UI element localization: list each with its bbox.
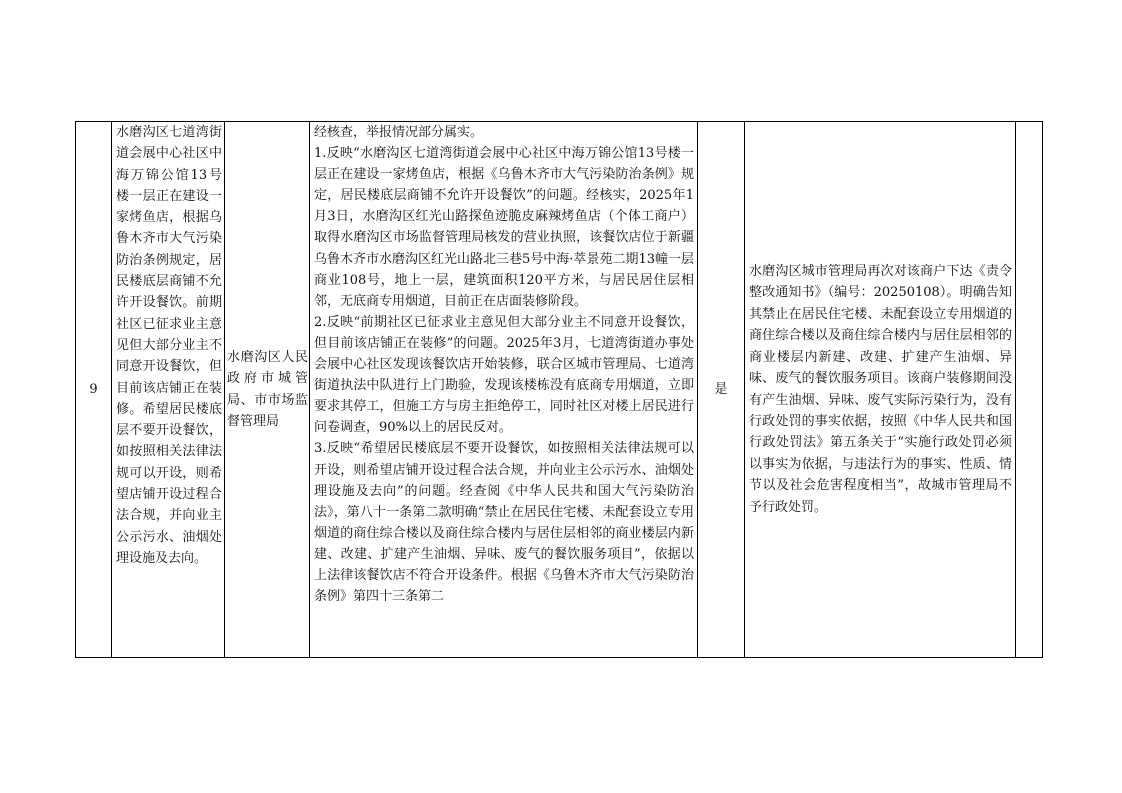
- unit-cell: [225, 122, 310, 658]
- measures-cell: [745, 122, 1016, 658]
- remarks-cell: [1016, 122, 1043, 658]
- investigation-result-text: 经核查，举报情况部分属实。 1.反映“水磨沟区七道湾街道会展中心社区中海万锦公馆13号楼一层正在建设一家烤鱼店，根据《乌鲁木齐市大气污染防治条例》规定，居民楼底层商铺不允许开设餐饮”的问题。经核实，2025年1月3日，水磨沟区红光山路探鱼迹脆皮麻辣烤鱼店（个体工商户）取得水磨沟区市场监督管理局核发的营业执照，该餐饮店位于新疆乌鲁木齐市水磨沟区红光山路北三巷5号中海·萃景苑二期13幢一层商业108号，地上一层，建筑面积120平方米，与居民居住层相邻，无底商专用烟道，目前正在店面装修阶段。 2.反映“前期社区已征求业主意见但大部分业主不同意开设餐饮，但目前该店铺正在装修”的问题。2025年3月，七道湾街道办事处会展中心社区发现该餐饮店开始装修，联合区城市管理局、七道湾街道执法中队进行上门勘验，发现该楼栋没有底商专用烟道，立即要求其停工，但施工方与房主拒绝停工，同时社区对楼上居民进行问卷调查，90%以上的居民反对。 3.反映“希望居民楼底层不要开设餐饮，如按照相关法律法规可以开设，则希望店铺开设过程合法合规，并向业主公示污水、油烟处理设施及去向”的问题。经查阅《中华人民共和国大气污染防治法》，第八十一条第二款明确“禁止在居民住宅楼、未配套设立专用烟道的商住综合楼以及商住综合楼内与居住层相邻的商业楼层内新建、改建、扩建产生油烟、异味、废气的餐饮服务项目”，依据以上法律该餐饮店不符合开设条件。根据《乌鲁木齐市大气污染防治条例》第四十三条第二: [314, 125, 694, 605]
- is-true-flag: 是: [714, 381, 728, 397]
- handling-measures-text: 水磨沟区城市管理局再次对该商户下达《责令整改通知书》（编号：20250108）。明确告知其禁止在居民住宅楼、未配套设立专用烟道的商住综合楼以及商住综合楼内与居住层相邻的商业楼层内新建、改建、扩建产生油烟、异味、废气的餐饮服务项目。该商户装修期间没有产生油烟、异味、废气实际污染行为，没有行政处罚的事实依据，按照《中华人民共和国行政处罚法》第五条关于“实施行政处罚必须以事实为依据，与违法行为的事实、性质、情节以及社会危害程度相当”，故城市管理局不予行政处罚。: [749, 264, 1012, 515]
- complaint-table: [75, 121, 1043, 658]
- result-cell: [310, 122, 698, 658]
- table-row: [76, 122, 1043, 658]
- complaint-issue-text: 水磨沟区七道湾街道会展中心社区中海万锦公馆13号楼一层正在建设一家烤鱼店，根据乌鲁木齐市大气污染防治条例规定，居民楼底层商铺不允许开设餐饮。前期社区已征求业主意见但大部分业主不同意开设餐饮，但目前该店铺正在装修。希望居民楼底层不要开设餐饮，如按照相关法律法规可以开设，则希望店铺开设过程合法合规，并向业主公示污水、油烟处理设施及去向。: [116, 125, 222, 566]
- row-number: 9: [89, 381, 98, 397]
- issue-cell: [112, 122, 225, 658]
- flag-cell: [698, 122, 745, 658]
- responsible-unit-text: 水磨沟区人民政府市城管局、市市场监督管理局: [227, 349, 308, 429]
- row-number-cell: [76, 122, 112, 658]
